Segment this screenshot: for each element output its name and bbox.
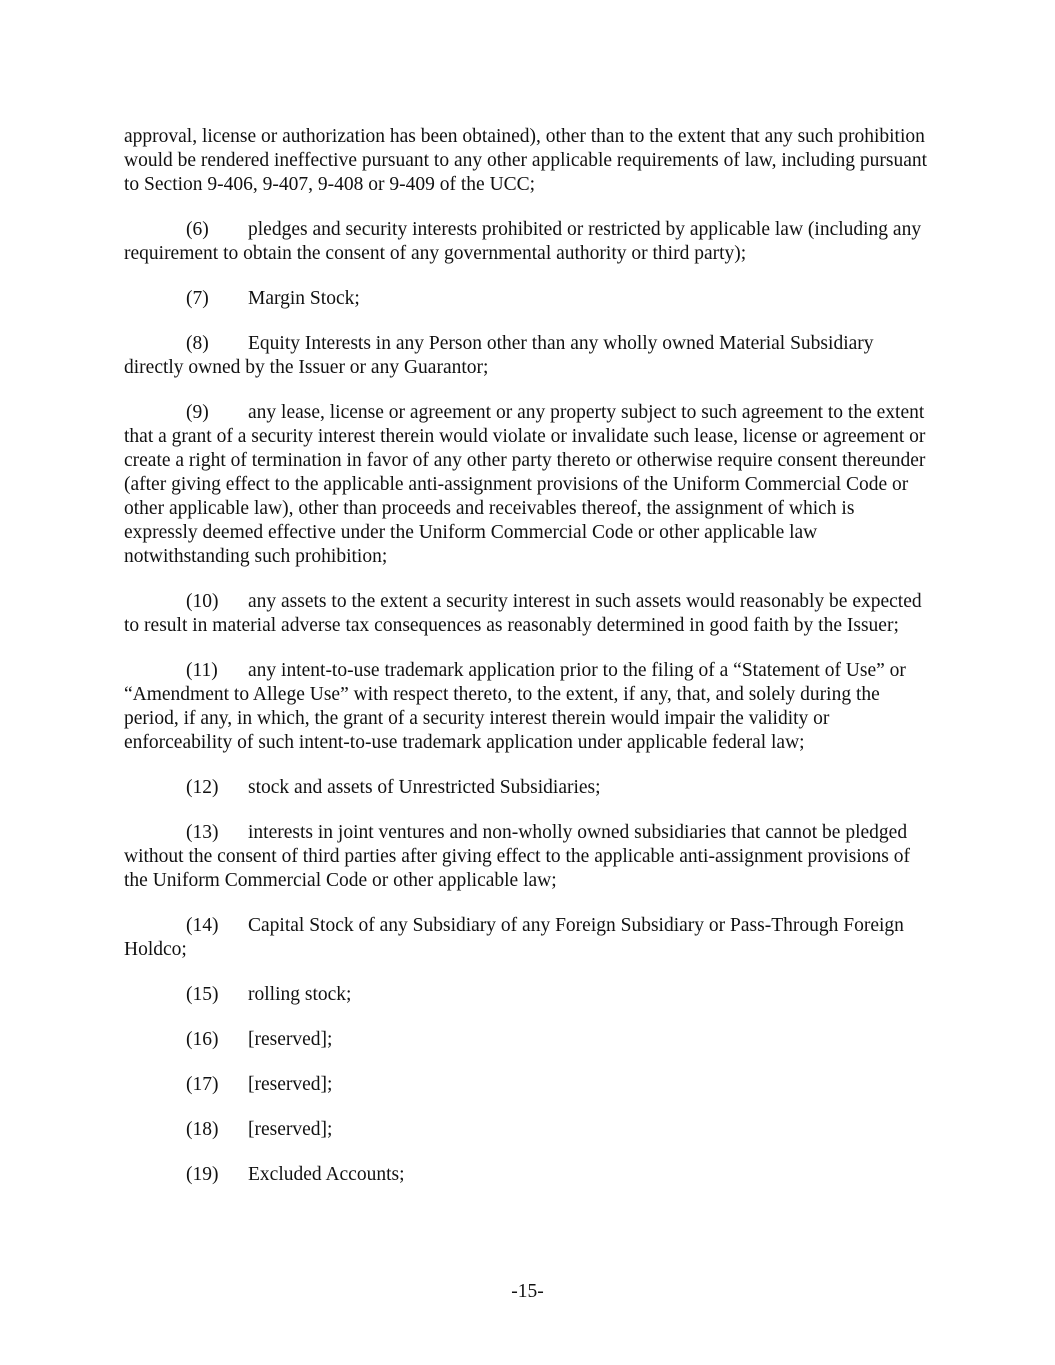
- document-body: [124, 125, 930, 1208]
- item-text: Capital Stock of any Subsidiary of any Foreign Subsidiary or Pass-Through Foreign Holdco;: [124, 915, 904, 960]
- item-number: (16): [186, 1029, 219, 1050]
- list-item: [124, 776, 930, 800]
- item-text: interests in joint ventures and non-wholly owned subsidiaries that cannot be pledged without the consent of third parties after giving effect to the applicable anti-assignment provisions of the Uniform Commercial Code or other applicable law;: [124, 822, 910, 891]
- continuation-paragraph: approval, license or authorization has been obtained), other than to the extent that any such prohibition would be rendered ineffective pursuant to any other applicable requirements of law, including pursuant to Section 9-406, 9-407, 9-408 or 9-409 of the UCC;: [124, 126, 928, 195]
- list-item: [124, 287, 930, 311]
- item-text: rolling stock;: [248, 984, 352, 1005]
- item-number: (6): [186, 219, 209, 240]
- item-number: (17): [186, 1074, 219, 1095]
- list-item: [124, 1028, 930, 1052]
- page-number: -15-: [511, 1281, 544, 1302]
- item-text: pledges and security interests prohibited or restricted by applicable law (including any requirement to obtain the consent of any governmental authority or third party);: [124, 219, 922, 264]
- item-number: (7): [186, 288, 209, 309]
- item-text: [reserved];: [248, 1029, 333, 1050]
- list-item: [124, 590, 930, 638]
- item-text: [reserved];: [248, 1074, 333, 1095]
- list-item: [124, 983, 930, 1007]
- item-text: any assets to the extent a security interest in such assets would reasonably be expected to result in material adverse tax consequences as reasonably determined in good faith by the Issuer;: [124, 591, 922, 636]
- list-item: [124, 218, 930, 266]
- list-item: [124, 1118, 930, 1142]
- item-number: (9): [186, 402, 209, 423]
- item-text: stock and assets of Unrestricted Subsidiaries;: [248, 777, 601, 798]
- item-text: any lease, license or agreement or any property subject to such agreement to the extent that a grant of a security interest therein would violate or invalidate such lease, license or agreement or create a right of termination in favor of any other party thereto or otherwise require consent thereunder (after giving effect to the applicable anti-assignment provisions of the Uniform Commercial Code or other applicable law), other than proceeds and receivables thereof, the assignment of which is expressly deemed effective under the Uniform Commercial Code or other applicable law notwithstanding such prohibition;: [124, 402, 926, 567]
- item-number: (11): [186, 660, 218, 681]
- list-item: [124, 821, 930, 893]
- item-number: (15): [186, 984, 219, 1005]
- list-item: [124, 401, 930, 569]
- list-item: [124, 1073, 930, 1097]
- item-number: (12): [186, 777, 219, 798]
- list-item: [124, 659, 930, 755]
- item-text: [reserved];: [248, 1119, 333, 1140]
- item-number: (10): [186, 591, 219, 612]
- item-text: Excluded Accounts;: [248, 1164, 405, 1185]
- list-item: [124, 914, 930, 962]
- list-item: [124, 332, 930, 380]
- item-text: Equity Interests in any Person other than any wholly owned Material Subsidiary directly owned by the Issuer or any Guarantor;: [124, 333, 874, 378]
- item-number: (14): [186, 915, 219, 936]
- list-item: [124, 1163, 930, 1187]
- item-number: (19): [186, 1164, 219, 1185]
- item-number: (8): [186, 333, 209, 354]
- item-number: (13): [186, 822, 219, 843]
- item-number: (18): [186, 1119, 219, 1140]
- item-text: Margin Stock;: [248, 288, 360, 309]
- item-text: any intent-to-use trademark application prior to the filing of a “Statement of Use” or “Amendment to Allege Use” with respect thereto, to the extent, if any, that, and solely during the period, if any, in which, the grant of a security interest therein would impair the validity or enforceability of such intent-to-use trademark application under applicable federal law;: [124, 660, 906, 753]
